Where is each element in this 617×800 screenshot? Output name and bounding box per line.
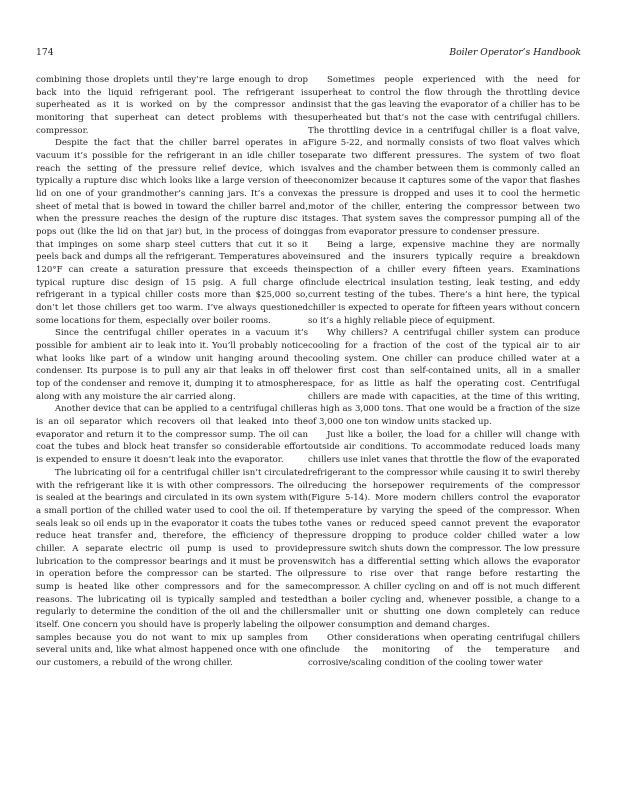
page-number: 174: [36, 47, 54, 58]
paragraph: Why chillers? A centrifugal chiller system can produce cooling for a fraction of the cost of the typical air to air cooling system. One chiller can produce chilled water at a lower first cost than self-contained units, all in a smaller space, for as little as half the operating cost. Centrifugal chillers are made with capacities, at the time of this writing, as high as 3,000 tons. That one would be a fraction of the size of 3,000 one ton window units stacked up.: [308, 328, 580, 428]
paragraph: Since the centrifugal chiller operates in a vacuum it’s possible for ambient air to leak into it. You’ll probably notice what looks like part of a window unit hanging around the condenser. Its purpose is to pull any air that leaks in off the top of the condenser and remove it, dumping it to atmosphere along with any moisture the air carried along.: [36, 328, 308, 402]
paragraph: The lubricating oil for a centrifugal chiller isn’t circulated with the refrigerant like it is with other compressors. The oil is sealed at the bearings and circulated in its own system with a small portion of the chilled water used to cool the oil. If the seals leak so oil ends up in the evaporator it coats the tubes to reduce heat transfer and, therefore, the efficiency of the chiller. A separate electric oil pump is used to provide lubrication to the compressor bearings and it must be proven in operation before the compressor can be started. The oil sump is heated like other compressors and for the same reasons. The lubricating oil is typically sampled and tested regularly to determine the condition of the oil and the chiller itself. One concern you should have is properly labeling the oil samples because you do not want to mix up samples from several units and, like what almost happened once with one of our customers, a rebuild of the wrong chiller.: [36, 467, 308, 668]
paragraph: Other considerations when operating centrifugal chillers include the monitoring of the temperature and corrosive/scaling condition of the cooling tower water: [308, 632, 580, 668]
book-title: Boiler Operator’s Handbook: [449, 47, 581, 58]
paragraph: Another device that can be applied to a centrifugal chiller is an oil separator which recovers oil that leaked into the evaporator and return it to the compressor sump. The oil can coat the tubes and block heat transfer so considerable effort is expended to ensure it doesn’t leak into the evaporator.: [36, 404, 308, 466]
paragraph: Just like a boiler, the load for a chiller will change with outside air conditions. To accommodate reduced loads many chillers use inlet vanes that throttle the flow of the evaporated refrigerant to the compressor while causing it to swirl thereby reducing the horsepower requirements of the compressor (Figure 5-14). More modern chillers control the evaporator temperature by varying the speed of the compressor. When the vanes or reduced speed cannot prevent the evaporator pressure dropping to produce colder chilled water a low pressure switch shuts down the compressor. The low pressure switch has a differential setting which allows the evaporator pressure to rise over that range before restarting the compressor. A chiller cycling on and off is not much different than a boiler cycling and, whenever possible, a change to a smaller unit or shutting one down completely can reduce power consumption and demand charges.: [308, 429, 580, 630]
paragraph: Being a large, expensive machine they are normally insured and the insurers typically require a breakdown inspection of a chiller every fifteen years. Examinations include electrical insulation testing, leak testing, and eddy current testing of the tubes. There’s a hint here, the typical chiller is expected to operate for fifteen years without concern so it’s a highly reliable piece of equipment.: [308, 239, 581, 326]
paragraph: combining those droplets until they’re large enough to drop back into the liquid refrigerant pool. The refrigerant is superheated as it is worked on by the compressor and monitoring that superheat can detect problems with the compressor.: [36, 75, 308, 136]
left-column: [36, 74, 308, 670]
running-header: [36, 46, 581, 60]
paragraph: Sometimes people experienced with the need for superheat to control the flow through the throttling device insist that the gas leaving the evaporator of a chiller has to be superheated but that’s not the case with centrifugal chillers. The throttling device in a centrifugal chiller is a float valve, Figure 5-22, and normally consists of two float valves which separate two different pressures. The system of two float valves and the chamber between them is commonly called an economizer because it captures some of the vapor that flashes as the pressure is dropped and uses it to cool the hermetic motor of the chiller, entering the compressor between two stages. That system saves the compressor pumping all of the gas from evaporator pressure to condenser pressure.: [308, 75, 580, 238]
paragraph: Despite the fact that the chiller barrel operates in a vacuum it’s possible for the refrigerant in an idle chiller to reach the setting of the pressure relief device, which is typically a rupture disc which looks like a large version of the lid on one of your grandmother’s canning jars. It’s a convex sheet of metal that is bowed in toward the chiller barrel and, when the pressure reaches the design of the rupture disc it pops out (like the lid on that jar) but, in the process of doing that impinges on some sharp steel cutters that cut it so it peels back and dumps all the refrigerant. Temperatures above 120°F can create a saturation pressure that exceeds the typical rupture disc design of 15 psig. A full charge of refrigerant in a typical chiller costs more than $25,000 so, don’t let those chillers get too warm. I’ve always questioned some locations for them, especially over boiler rooms.: [36, 138, 308, 326]
right-column: [308, 74, 580, 670]
